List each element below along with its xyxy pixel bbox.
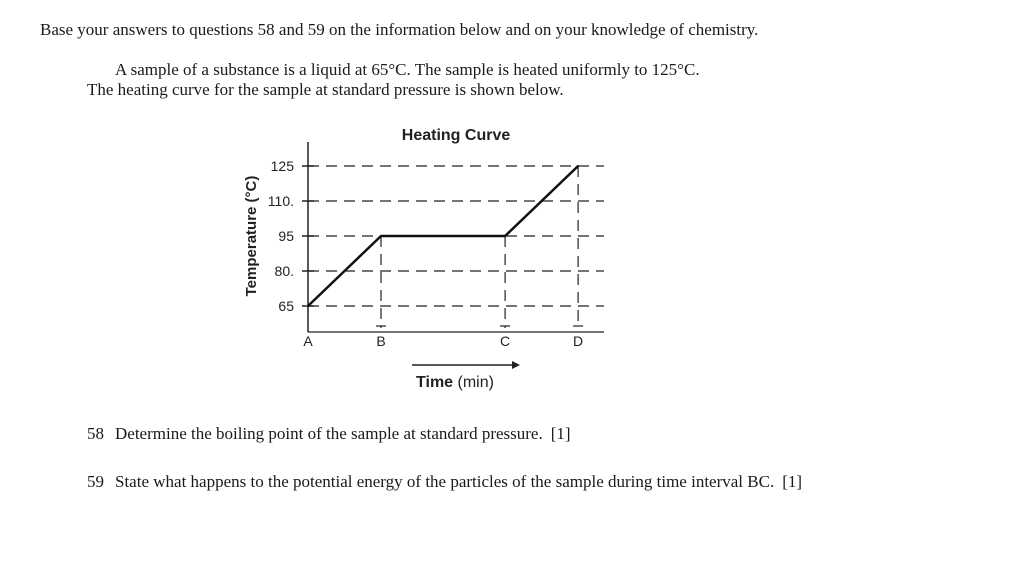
x-tick-labels — [303, 333, 583, 349]
y-tick-label: 125 — [270, 158, 294, 174]
x-tick-label: C — [500, 333, 511, 349]
y-tick-label: 110. — [267, 193, 294, 209]
x-tick-label: A — [303, 333, 313, 349]
info-line-1: A sample of a substance is a liquid at 65°C. The sample is heated uniformly to 125°C. — [115, 60, 700, 79]
x-axis-label-unit: (min) — [453, 374, 494, 391]
question-marks: [1] — [782, 472, 803, 491]
intro-text: Base your answers to questions 58 and 59 on the information below and on your knowledge of chemistry. — [40, 20, 759, 39]
time-arrow-head — [512, 361, 520, 369]
data-point — [504, 235, 506, 237]
grid-lines — [308, 166, 604, 328]
y-tick-labels — [268, 158, 294, 314]
question-59 — [87, 472, 807, 492]
info-line-2: The heating curve for the sample at standard pressure is shown below. — [87, 80, 564, 99]
data-point — [577, 165, 579, 167]
question-number: 59 — [87, 472, 104, 491]
chart-title: Heating Curve — [401, 127, 511, 144]
x-tick-label: D — [573, 333, 584, 349]
x-tick-label: B — [376, 333, 386, 349]
y-tick-label: 95 — [278, 228, 294, 244]
question-text: Determine the boiling point of the sample at standard pressure. — [115, 424, 543, 443]
question-text: State what happens to the potential energy of the particles of the sample during time interval BC. — [115, 472, 775, 491]
x-axis-label-bold: Time — [416, 374, 454, 391]
question-marks: [1] — [550, 424, 571, 443]
y-tick-label: 80. — [274, 263, 294, 279]
data-point — [380, 235, 382, 237]
data-point — [307, 305, 309, 307]
question-58 — [87, 424, 571, 444]
x-axis-label — [416, 374, 494, 391]
y-tick-label: 65 — [278, 298, 294, 314]
y-axis-label: Temperature (°C) — [243, 175, 260, 297]
question-number: 58 — [87, 424, 104, 443]
